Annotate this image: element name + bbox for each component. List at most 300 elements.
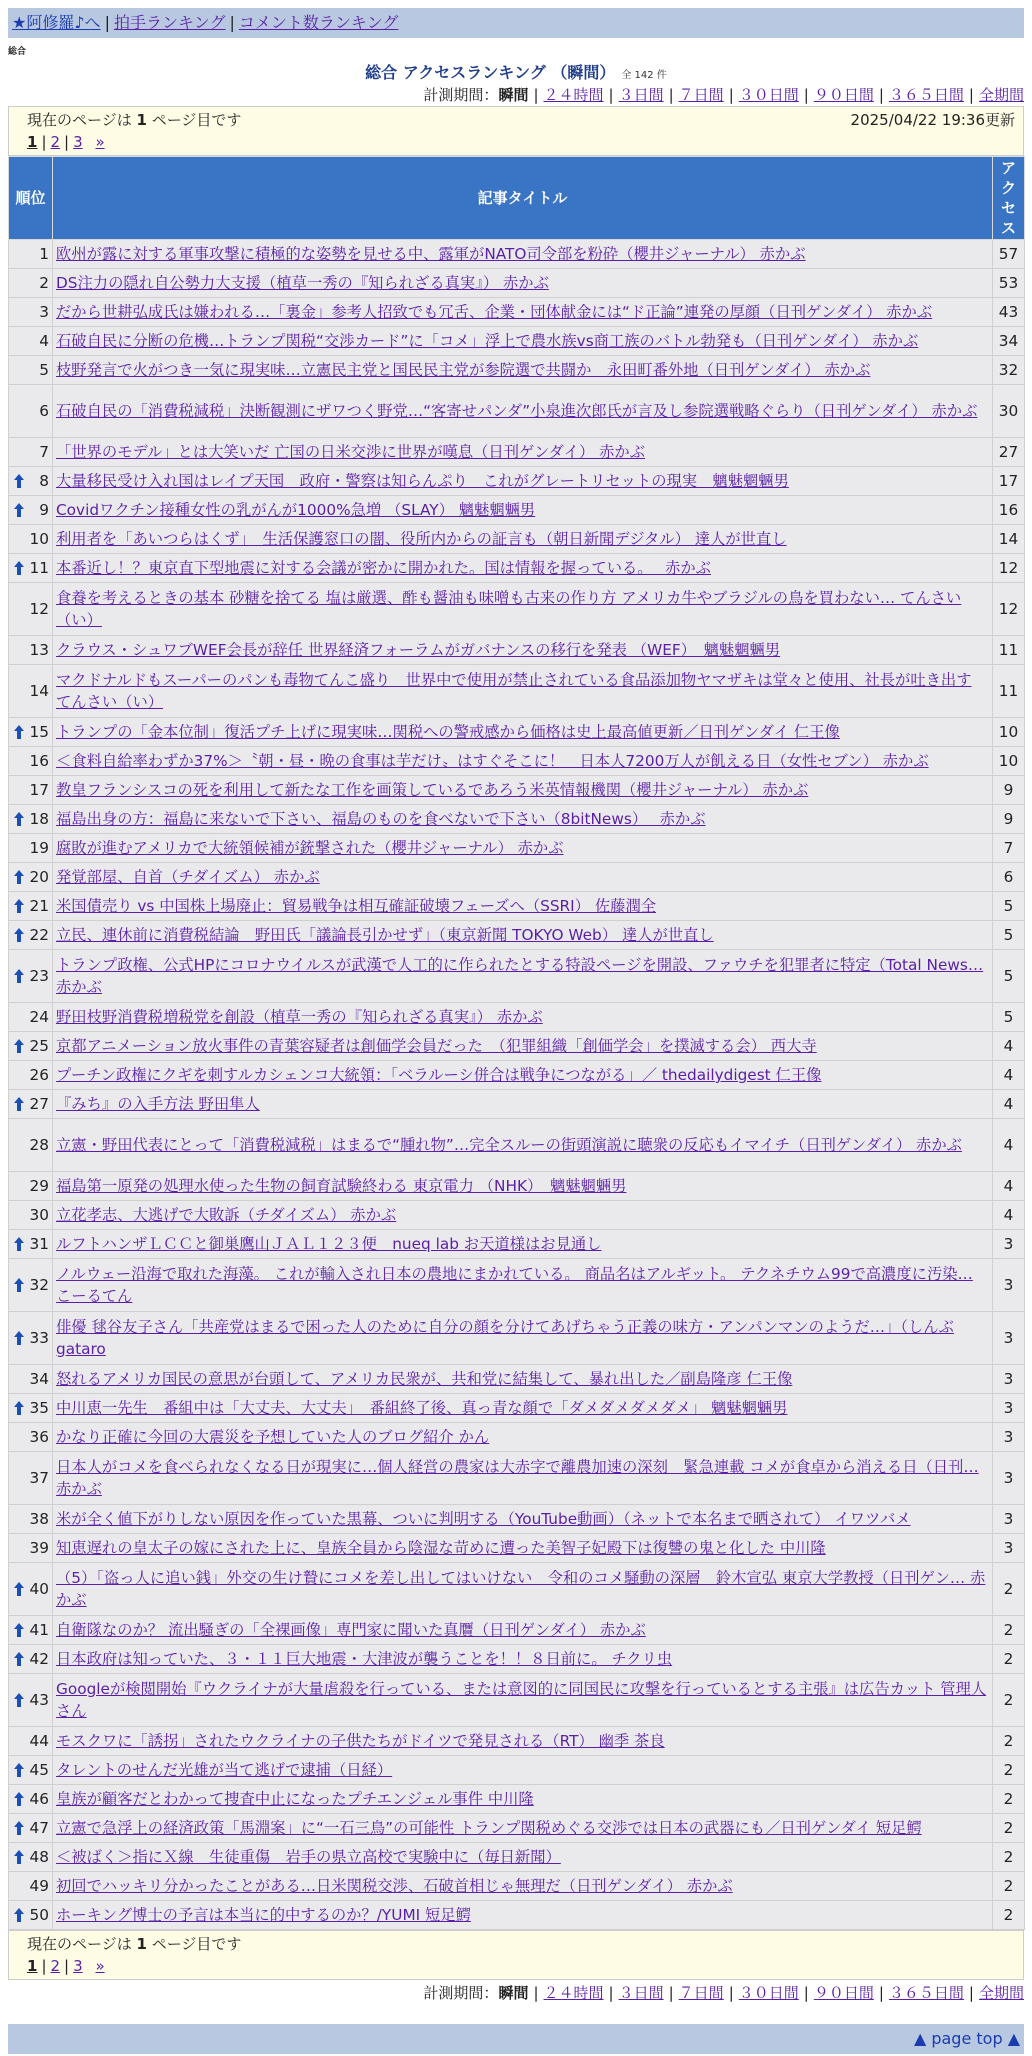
next-page-link[interactable]: » bbox=[95, 133, 105, 151]
page-info-box-bottom bbox=[8, 1930, 1024, 1980]
rank-up-arrow-icon bbox=[13, 502, 25, 518]
access-count: 10 bbox=[993, 747, 1025, 776]
table-row bbox=[9, 240, 1025, 269]
ranking-title: 総合 アクセスランキング （瞬間） bbox=[365, 63, 616, 82]
article-title-link[interactable]: 「世界のモデル」とは大笑いだ 亡国の日米交渉に世界が嘆息（日刊ゲンダイ） 赤かぶ bbox=[56, 443, 646, 461]
article-title-link[interactable]: 知恵遅れの皇太子の嫁にされた上に、皇族全員から陰湿な苛めに遭った美智子妃殿下は復讐の鬼と化した 中川隆 bbox=[56, 1539, 826, 1557]
separator: | bbox=[533, 86, 539, 104]
rank-cell bbox=[9, 718, 53, 747]
access-count: 2 bbox=[993, 1616, 1025, 1645]
rank-up-arrow-icon bbox=[13, 1400, 25, 1416]
current-page-number: 1 bbox=[136, 1935, 147, 1953]
rank-number: 34 bbox=[29, 1370, 49, 1388]
table-row bbox=[9, 1901, 1025, 1930]
article-title-link[interactable]: ノルウェー沿海で取れた海藻。 これが輸入され日本の農地にまかれている。 商品名はアルギット。 テクネチウム99で高濃度に汚染… こーるてん bbox=[56, 1265, 973, 1305]
table-row bbox=[9, 1230, 1025, 1259]
page-status-row bbox=[27, 1933, 1015, 1955]
access-count: 27 bbox=[993, 438, 1025, 467]
title-cell bbox=[53, 1756, 993, 1785]
article-title-link[interactable]: 利用者を「あいつらはくず」 生活保護窓口の闇、役所内からの証言も（朝日新聞デジタル） 達人が世直し bbox=[56, 530, 787, 548]
period-selector bbox=[8, 84, 1024, 106]
rank-cell bbox=[9, 1172, 53, 1201]
table-row bbox=[9, 438, 1025, 467]
title-cell bbox=[53, 1563, 993, 1616]
article-title-link[interactable]: Covidワクチン接種女性の乳がんが1000%急増 （SLAY） 魑魅魍魎男 bbox=[56, 501, 536, 519]
article-title-link[interactable]: 立花孝志、大逃げで大敗訴（チダイズム） 赤かぶ bbox=[56, 1206, 397, 1224]
rank-up-arrow-icon bbox=[13, 1791, 25, 1807]
separator: | bbox=[803, 1984, 809, 2002]
period-label: 計測期間： bbox=[423, 1984, 499, 2002]
rank-number: 15 bbox=[29, 723, 49, 741]
rank-number: 30 bbox=[29, 1206, 49, 1224]
page-status-text: 現在のページは 1 ページ目です bbox=[27, 1935, 242, 1953]
article-title-link[interactable]: 京都アニメーション放火事件の青葉容疑者は創価学会員だった （犯罪組織「創価学会」を撲滅する会） 西大寺 bbox=[56, 1037, 817, 1055]
rank-cell bbox=[9, 863, 53, 892]
rank-number: 7 bbox=[39, 443, 49, 461]
article-title-link[interactable]: モスクワに「誘拐」されたウクライナの子供たちがドイツで発見される（RT） 幽季 茶良 bbox=[56, 1732, 665, 1750]
article-title-link[interactable]: 日本人がコメを食べられなくなる日が現実に…個人経営の農家は大赤字で離農加速の深刻 緊急連載 コメが食卓から消える日（日刊… 赤かぶ bbox=[56, 1458, 979, 1498]
rank-number: 31 bbox=[29, 1235, 49, 1253]
title-cell bbox=[53, 1843, 993, 1872]
table-row bbox=[9, 298, 1025, 327]
separator: | bbox=[878, 86, 884, 104]
period-link-2[interactable]: ７日間 bbox=[678, 86, 724, 104]
title-cell bbox=[53, 1172, 993, 1201]
access-count: 57 bbox=[993, 240, 1025, 269]
rank-cell bbox=[9, 1727, 53, 1756]
rank-up-arrow-icon bbox=[13, 1096, 25, 1112]
page-info-box bbox=[8, 106, 1024, 156]
title-cell bbox=[53, 1616, 993, 1645]
title-cell bbox=[53, 1534, 993, 1563]
table-row bbox=[9, 1423, 1025, 1452]
table-row bbox=[9, 665, 1025, 718]
table-row bbox=[9, 1201, 1025, 1230]
rank-number: 43 bbox=[29, 1691, 49, 1709]
table-row bbox=[9, 1616, 1025, 1645]
article-title-link[interactable]: 立憲・野田代表にとって「消費税減税」はまるで“腫れ物”…完全スルーの街頭演説に聴衆の反応もイマイチ（日刊ゲンダイ） 赤かぶ bbox=[56, 1136, 962, 1154]
rank-up-arrow-icon bbox=[13, 968, 25, 984]
rank-up-arrow-icon bbox=[13, 1849, 25, 1865]
rank-number: 22 bbox=[29, 926, 49, 944]
rank-number: 39 bbox=[29, 1539, 49, 1557]
period-label: 計測期間： bbox=[423, 86, 499, 104]
article-title-link[interactable]: マクドナルドもスーパーのパンも毒物てんこ盛り 世界中で使用が禁止されている食品添加物ヤマザキは堂々と使用、社長が吐き出す てんさい（い） bbox=[56, 671, 972, 711]
rank-number: 35 bbox=[29, 1399, 49, 1417]
title-cell bbox=[53, 1365, 993, 1394]
title-cell bbox=[53, 1645, 993, 1674]
article-title-link[interactable]: 日本政府は知っていた、３・１１巨大地震・大津波が襲うことを！！８日前に。 チクリ虫 bbox=[56, 1650, 673, 1668]
article-title-link[interactable]: 福島出身の方：福島に来ないで下さい、福島のものを食べないで下さい（8bitNews） 赤かぶ bbox=[56, 810, 706, 828]
title-cell bbox=[53, 1201, 993, 1230]
rank-cell bbox=[9, 1785, 53, 1814]
table-row bbox=[9, 1505, 1025, 1534]
article-title-link[interactable]: ＜食料自給率わずか37%＞〝朝・昼・晩の食事は芋だけ〟はすぐそこに！ 日本人7200万人が飢える日（女性セブン） 赤かぶ bbox=[56, 752, 929, 770]
separator: | bbox=[668, 86, 674, 104]
access-count: 2 bbox=[993, 1727, 1025, 1756]
table-row bbox=[9, 718, 1025, 747]
access-count: 6 bbox=[993, 863, 1025, 892]
separator: | bbox=[803, 86, 809, 104]
rank-number: 3 bbox=[39, 303, 49, 321]
separator: | bbox=[728, 86, 734, 104]
access-count: 34 bbox=[993, 327, 1025, 356]
table-row bbox=[9, 1312, 1025, 1365]
rank-cell bbox=[9, 1563, 53, 1616]
article-title-link[interactable]: 『みち』の入手方法 野田隼人 bbox=[56, 1095, 260, 1113]
article-title-link[interactable]: 中川恵一先生 番組中は「大丈夫、大丈夫」 番組終了後、真っ青な顔で「ダメダメダメダメ」 魑魅魍魎男 bbox=[56, 1399, 788, 1417]
rank-cell bbox=[9, 747, 53, 776]
title-cell bbox=[53, 583, 993, 636]
access-count: 3 bbox=[993, 1394, 1025, 1423]
pagination bbox=[27, 131, 1015, 153]
rank-cell bbox=[9, 1872, 53, 1901]
title-cell bbox=[53, 776, 993, 805]
rank-number: 25 bbox=[29, 1037, 49, 1055]
rank-number: 46 bbox=[29, 1790, 49, 1808]
rank-cell bbox=[9, 636, 53, 665]
rank-cell bbox=[9, 240, 53, 269]
rank-cell bbox=[9, 467, 53, 496]
rank-number: 1 bbox=[39, 245, 49, 263]
rank-number: 17 bbox=[29, 781, 49, 799]
rank-number: 36 bbox=[29, 1428, 49, 1446]
access-count: 32 bbox=[993, 356, 1025, 385]
title-cell bbox=[53, 1872, 993, 1901]
title-cell bbox=[53, 438, 993, 467]
rank-cell bbox=[9, 1090, 53, 1119]
table-row bbox=[9, 1843, 1025, 1872]
page-link-3[interactable]: 3 bbox=[73, 1957, 83, 1975]
access-count: 2 bbox=[993, 1872, 1025, 1901]
article-title-link[interactable]: トランプ政権、公式HPにコロナウイルスが武漢で人工的に作られたとする特設ページを開設、ファウチを犯罪者に特定（Total News… 赤かぶ bbox=[56, 956, 984, 996]
title-cell bbox=[53, 1394, 993, 1423]
article-title-link[interactable]: 教皇フランシスコの死を利用して新たな工作を画策しているであろう米英情報機関（櫻井ジャーナル） 赤かぶ bbox=[56, 781, 809, 799]
rank-up-arrow-icon bbox=[13, 1762, 25, 1778]
table-row bbox=[9, 269, 1025, 298]
title-cell bbox=[53, 1003, 993, 1032]
article-title-link[interactable]: 発覚部屋、自首（チダイズム） 赤かぶ bbox=[56, 868, 320, 886]
separator: | bbox=[968, 86, 974, 104]
title-cell bbox=[53, 1785, 993, 1814]
access-count: 2 bbox=[993, 1645, 1025, 1674]
table-row bbox=[9, 496, 1025, 525]
access-count: 3 bbox=[993, 1534, 1025, 1563]
article-title-link[interactable]: 米が全く値下がりしない原因を作っていた黒幕、ついに判明する（YouTube動画）（ネットで本名まで晒されて） イワツバメ bbox=[56, 1510, 911, 1528]
rank-number: 32 bbox=[29, 1276, 49, 1294]
access-count: 10 bbox=[993, 718, 1025, 747]
table-row bbox=[9, 1172, 1025, 1201]
period-link-1[interactable]: ３日間 bbox=[618, 1984, 664, 2002]
title-cell bbox=[53, 921, 993, 950]
rank-cell bbox=[9, 1645, 53, 1674]
rank-up-arrow-icon bbox=[13, 724, 25, 740]
ranking-rows bbox=[9, 240, 1025, 1930]
title-cell bbox=[53, 1312, 993, 1365]
rank-number: 48 bbox=[29, 1848, 49, 1866]
period-link-6[interactable]: 全期間 bbox=[978, 86, 1024, 104]
article-title-link[interactable]: 欧州が露に対する軍事攻撃に積極的な姿勢を見せる中、露軍がNATO司令部を粉砕（櫻井ジャーナル） 赤かぶ bbox=[56, 245, 806, 263]
next-page-link[interactable]: » bbox=[95, 1957, 105, 1975]
rank-number: 16 bbox=[29, 752, 49, 770]
table-row bbox=[9, 1259, 1025, 1312]
title-cell bbox=[53, 863, 993, 892]
rank-cell bbox=[9, 1534, 53, 1563]
rank-cell bbox=[9, 1505, 53, 1534]
title-cell bbox=[53, 298, 993, 327]
article-title-link[interactable]: 初回でハッキリ分かったことがある…日米関税交渉、石破首相じゃ無理だ（日刊ゲンダイ） 赤かぶ bbox=[56, 1877, 733, 1895]
title-cell bbox=[53, 356, 993, 385]
article-title-link[interactable]: （5）「盗っ人に追い銭」外交の生け贄にコメを差し出してはいけない 令和のコメ騒動の深層 鈴木宣弘 東京大学教授（日刊ゲン… 赤かぶ bbox=[56, 1569, 986, 1609]
table-row bbox=[9, 805, 1025, 834]
article-title-link[interactable]: 立憲で急浮上の経済政策「馬淵案」に“一石三鳥”の可能性 トランプ関税めぐる交渉では日本の武器にも／日刊ゲンダイ 短足鰐 bbox=[56, 1819, 922, 1837]
page-link-2[interactable]: 2 bbox=[50, 1957, 61, 1975]
period-link-1[interactable]: ３日間 bbox=[618, 86, 664, 104]
table-row bbox=[9, 1727, 1025, 1756]
rank-number: 13 bbox=[29, 641, 49, 659]
access-count: 2 bbox=[993, 1843, 1025, 1872]
ranking-table bbox=[8, 156, 1025, 1930]
article-title-link[interactable]: 本番近し！？東京直下型地震に対する会議が密かに開かれた。国は情報を握っている。 赤かぶ bbox=[56, 559, 711, 577]
rank-cell bbox=[9, 583, 53, 636]
article-title-link[interactable]: 怒れるアメリカ国民の意思が台頭して、アメリカ民衆が、共和党に結集して、暴れ出した／副島隆彦 仁王像 bbox=[56, 1370, 793, 1388]
rank-cell bbox=[9, 834, 53, 863]
category-label: 総合 bbox=[8, 47, 27, 57]
page-top-link[interactable]: ▲ page top ▲ bbox=[913, 2029, 1020, 2048]
page-link-3[interactable]: 3 bbox=[73, 133, 83, 151]
rank-up-arrow-icon bbox=[13, 811, 25, 827]
title-cell bbox=[53, 892, 993, 921]
period-link-5[interactable]: ３６５日間 bbox=[888, 1984, 964, 2002]
table-row bbox=[9, 356, 1025, 385]
table-row bbox=[9, 1119, 1025, 1172]
home-link[interactable]: ★阿修羅♪へ bbox=[12, 13, 101, 32]
period-link-3[interactable]: ３０日間 bbox=[738, 1984, 799, 2002]
article-title-link[interactable]: 立民、連休前に消費税結論 野田氏「議論長引かせず」（東京新聞 TOKYO Web） 達人が世直し bbox=[56, 926, 714, 944]
rank-cell bbox=[9, 1003, 53, 1032]
page-status-text: 現在のページは 1 ページ目です bbox=[27, 111, 242, 129]
rank-cell bbox=[9, 1230, 53, 1259]
article-title-link[interactable]: 枝野発言で火がつき一気に現実味…立憲民主党と国民民主党が参院選で共闘か 永田町番外地（日刊ゲンダイ） 赤かぶ bbox=[56, 361, 871, 379]
access-count: 17 bbox=[993, 467, 1025, 496]
rank-up-arrow-icon bbox=[13, 1907, 25, 1923]
article-title-link[interactable]: タレントのせんだ光雄が当て逃げで逮捕（日経） bbox=[56, 1761, 393, 1779]
title-cell bbox=[53, 1119, 993, 1172]
title-cell bbox=[53, 1674, 993, 1727]
rank-cell bbox=[9, 496, 53, 525]
rank-cell bbox=[9, 1814, 53, 1843]
rank-number: 11 bbox=[29, 559, 49, 577]
rank-number: 9 bbox=[39, 501, 49, 519]
period-selector-bottom bbox=[8, 1982, 1024, 2004]
page-link-2[interactable]: 2 bbox=[50, 133, 61, 151]
table-row bbox=[9, 467, 1025, 496]
title-cell bbox=[53, 834, 993, 863]
article-title-link[interactable]: ＜被ばく＞指にＸ線 生徒重傷 岩手の県立高校で実験中に（毎日新聞） bbox=[56, 1848, 561, 1866]
rank-cell bbox=[9, 356, 53, 385]
access-count: 7 bbox=[993, 834, 1025, 863]
table-row bbox=[9, 554, 1025, 583]
rank-cell bbox=[9, 554, 53, 583]
comment-ranking-link[interactable]: コメント数ランキング bbox=[238, 13, 399, 32]
rank-up-arrow-icon bbox=[13, 473, 25, 489]
table-row bbox=[9, 1032, 1025, 1061]
table-row bbox=[9, 747, 1025, 776]
table-row bbox=[9, 1534, 1025, 1563]
rank-cell bbox=[9, 1616, 53, 1645]
rank-number: 5 bbox=[39, 361, 49, 379]
period-link-4[interactable]: ９０日間 bbox=[813, 86, 874, 104]
rank-number: 50 bbox=[29, 1906, 49, 1924]
title-cell bbox=[53, 1032, 993, 1061]
separator: | bbox=[64, 133, 70, 151]
title-cell bbox=[53, 1814, 993, 1843]
rank-number: 40 bbox=[29, 1580, 49, 1598]
separator bbox=[87, 133, 92, 151]
rank-up-arrow-icon bbox=[13, 1581, 25, 1597]
pagination bbox=[27, 1955, 1015, 1977]
article-title-link[interactable]: 石破自民の「消費税減税」決断観測にザワつく野党…“客寄せパンダ”小泉進次郎氏が言及し参院選戦略ぐらり（日刊ゲンダイ） 赤かぶ bbox=[56, 402, 978, 420]
article-title-link[interactable]: かなり正確に今回の大震災を予想していた人のブログ紹介 かん bbox=[56, 1428, 490, 1446]
title-cell bbox=[53, 1727, 993, 1756]
article-title-link[interactable]: 俳優 毬谷友子さん「共産党はまるで困った人のために自分の顔を分けてあげちゃう正義の味方・アンパンマンのようだ…」（しんぶ gataro bbox=[56, 1318, 954, 1358]
title-cell bbox=[53, 1452, 993, 1505]
period-link-3[interactable]: ３０日間 bbox=[738, 86, 799, 104]
access-count: 3 bbox=[993, 1505, 1025, 1534]
table-row bbox=[9, 1394, 1025, 1423]
rank-cell bbox=[9, 1756, 53, 1785]
rank-number: 26 bbox=[29, 1066, 49, 1084]
rank-up-arrow-icon bbox=[13, 560, 25, 576]
article-title-link[interactable]: クラウス・シュワブWEF会長が辞任 世界経済フォーラムがガバナンスの移行を発表 （WEF） 魑魅魍魎男 bbox=[56, 641, 781, 659]
rank-cell bbox=[9, 298, 53, 327]
rank-number: 4 bbox=[39, 332, 49, 350]
table-row bbox=[9, 950, 1025, 1003]
table-row bbox=[9, 1061, 1025, 1090]
article-title-link[interactable]: プーチン政権にクギを刺すルカシェンコ大統領：「ベラルーシ併合は戦争につながる」／ thedailydigest 仁王像 bbox=[56, 1066, 822, 1084]
access-count: 9 bbox=[993, 805, 1025, 834]
top-nav-bar: ★阿修羅♪へ | 拍手ランキング | コメント数ランキング bbox=[8, 8, 1024, 38]
footer-bar bbox=[8, 2024, 1024, 2054]
rank-number: 37 bbox=[29, 1469, 49, 1487]
period-link-6[interactable]: 全期間 bbox=[978, 1984, 1024, 2002]
article-title-link[interactable]: トランプの「金本位制」復活プチ上げに現実味…関税への警戒感から価格は史上最高値更新／日刊ゲンダイ 仁王像 bbox=[56, 723, 840, 741]
title-cell bbox=[53, 1259, 993, 1312]
page-current: 1 bbox=[27, 1957, 38, 1975]
rank-number: 41 bbox=[29, 1621, 49, 1639]
clap-ranking-link[interactable]: 拍手ランキング bbox=[113, 13, 226, 32]
total-count: 全 142 件 bbox=[621, 70, 667, 81]
article-title-link[interactable]: 皇族が顧客だとわかって捜査中止になったプチエンジェル事件 中川隆 bbox=[56, 1790, 534, 1808]
article-title-link[interactable]: だから世耕弘成氏は嫌われる…「裏金」参考人招致でも冗舌、企業・団体献金には“ド正論”連発の厚顔（日刊ゲンダイ） 赤かぶ bbox=[56, 303, 933, 321]
rank-number: 45 bbox=[29, 1761, 49, 1779]
rank-number: 28 bbox=[29, 1136, 49, 1154]
title-cell bbox=[53, 467, 993, 496]
period-current: 瞬間 bbox=[498, 1984, 529, 2002]
rank-cell bbox=[9, 921, 53, 950]
access-count: 5 bbox=[993, 950, 1025, 1003]
access-count: 2 bbox=[993, 1785, 1025, 1814]
article-title-link[interactable]: DS注力の隠れ自公勢力大支援（植草一秀の『知られざる真実』） 赤かぶ bbox=[56, 274, 549, 292]
access-count: 4 bbox=[993, 1119, 1025, 1172]
article-title-link[interactable]: ホーキング博士の予言は本当に的中するのか？/YUMI 短足鰐 bbox=[56, 1906, 471, 1924]
article-title-link[interactable]: 野田枝野消費税増税党を創設（植草一秀の『知られざる真実』） 赤かぶ bbox=[56, 1008, 543, 1026]
current-page-number: 1 bbox=[136, 111, 147, 129]
rank-up-arrow-icon bbox=[13, 1622, 25, 1638]
separator: | bbox=[668, 1984, 674, 2002]
rank-number: 33 bbox=[29, 1329, 49, 1347]
access-count: 2 bbox=[993, 1756, 1025, 1785]
access-count: 5 bbox=[993, 921, 1025, 950]
period-current: 瞬間 bbox=[498, 86, 529, 104]
rank-number: 49 bbox=[29, 1877, 49, 1895]
table-row bbox=[9, 1365, 1025, 1394]
access-count: 5 bbox=[993, 892, 1025, 921]
rank-number: 47 bbox=[29, 1819, 49, 1837]
rank-cell bbox=[9, 1452, 53, 1505]
rank-cell bbox=[9, 1901, 53, 1930]
rank-number: 6 bbox=[39, 402, 49, 420]
table-row bbox=[9, 385, 1025, 438]
rank-cell bbox=[9, 1423, 53, 1452]
table-row bbox=[9, 1003, 1025, 1032]
article-title-link[interactable]: 福島第一原発の処理水使った生物の飼育試験終わる 東京電力 （NHK） 魑魅魍魎男 bbox=[56, 1177, 627, 1195]
title-cell bbox=[53, 240, 993, 269]
period-link-4[interactable]: ９０日間 bbox=[813, 1984, 874, 2002]
rank-cell bbox=[9, 269, 53, 298]
period-link-0[interactable]: ２４時間 bbox=[543, 1984, 604, 2002]
access-count: 2 bbox=[993, 1674, 1025, 1727]
article-title-link[interactable]: 食養を考えるときの基本 砂糖を捨てる 塩は厳選、酢も醤油も味噌も古来の作り方 アメリカ牛やブラジルの鳥を買わない… てんさい（い） bbox=[56, 589, 962, 629]
access-count: 43 bbox=[993, 298, 1025, 327]
article-title-link[interactable]: 大量移民受け入れ国はレイプ天国 政府・警察は知らんぷり これがグレートリセットの現実 魑魅魍魎男 bbox=[56, 472, 789, 490]
separator bbox=[87, 1957, 92, 1975]
article-title-link[interactable]: 米国債売り vs 中国株上場廃止：貿易戦争は相互確証破壊フェーズへ（SSRI） 佐藤潤全 bbox=[56, 897, 657, 915]
separator: | bbox=[608, 86, 614, 104]
article-title-link[interactable]: ルフトハンザＬＣＣと御巣鷹山ＪＡＬ１２３便 nueq lab お天道様はお見通し bbox=[56, 1235, 602, 1253]
title-cell bbox=[53, 1061, 993, 1090]
access-count: 9 bbox=[993, 776, 1025, 805]
title-cell bbox=[53, 665, 993, 718]
title-cell bbox=[53, 496, 993, 525]
period-link-5[interactable]: ３６５日間 bbox=[888, 86, 964, 104]
access-count: 11 bbox=[993, 665, 1025, 718]
rank-number: 42 bbox=[29, 1650, 49, 1668]
rank-number: 8 bbox=[39, 472, 49, 490]
rank-number: 19 bbox=[29, 839, 49, 857]
title-cell bbox=[53, 1230, 993, 1259]
access-count: 2 bbox=[993, 1563, 1025, 1616]
table-row bbox=[9, 776, 1025, 805]
table-row bbox=[9, 1756, 1025, 1785]
table-row bbox=[9, 1785, 1025, 1814]
access-count: 3 bbox=[993, 1452, 1025, 1505]
period-link-2[interactable]: ７日間 bbox=[678, 1984, 724, 2002]
article-title-link[interactable]: 腐敗が進むアメリカで大統領候補が銃撃された（櫻井ジャーナル） 赤かぶ bbox=[56, 839, 564, 857]
title-cell bbox=[53, 718, 993, 747]
table-row bbox=[9, 1872, 1025, 1901]
article-title-link[interactable]: 石破自民に分断の危機…トランプ関税“交渉カード”に「コメ」浮上で農水族vs商工族のバトル勃発も（日刊ゲンダイ） 赤かぶ bbox=[56, 332, 919, 350]
article-title-link[interactable]: Googleが検閲開始『ウクライナが大量虐殺を行っている、または意図的に同国民に攻撃を行っているとする主張』は広告カット 管理人さん bbox=[56, 1680, 987, 1720]
table-row bbox=[9, 327, 1025, 356]
table-row bbox=[9, 1452, 1025, 1505]
rank-cell bbox=[9, 1061, 53, 1090]
period-link-0[interactable]: ２４時間 bbox=[543, 86, 604, 104]
title-cell bbox=[53, 269, 993, 298]
article-title-link[interactable]: 自衛隊なのか？ 流出騒ぎの「全裸画像」専門家に聞いた真贋（日刊ゲンダイ） 赤かぶ bbox=[56, 1621, 646, 1639]
rank-cell bbox=[9, 1674, 53, 1727]
title-header: 記事タイトル bbox=[53, 157, 993, 240]
